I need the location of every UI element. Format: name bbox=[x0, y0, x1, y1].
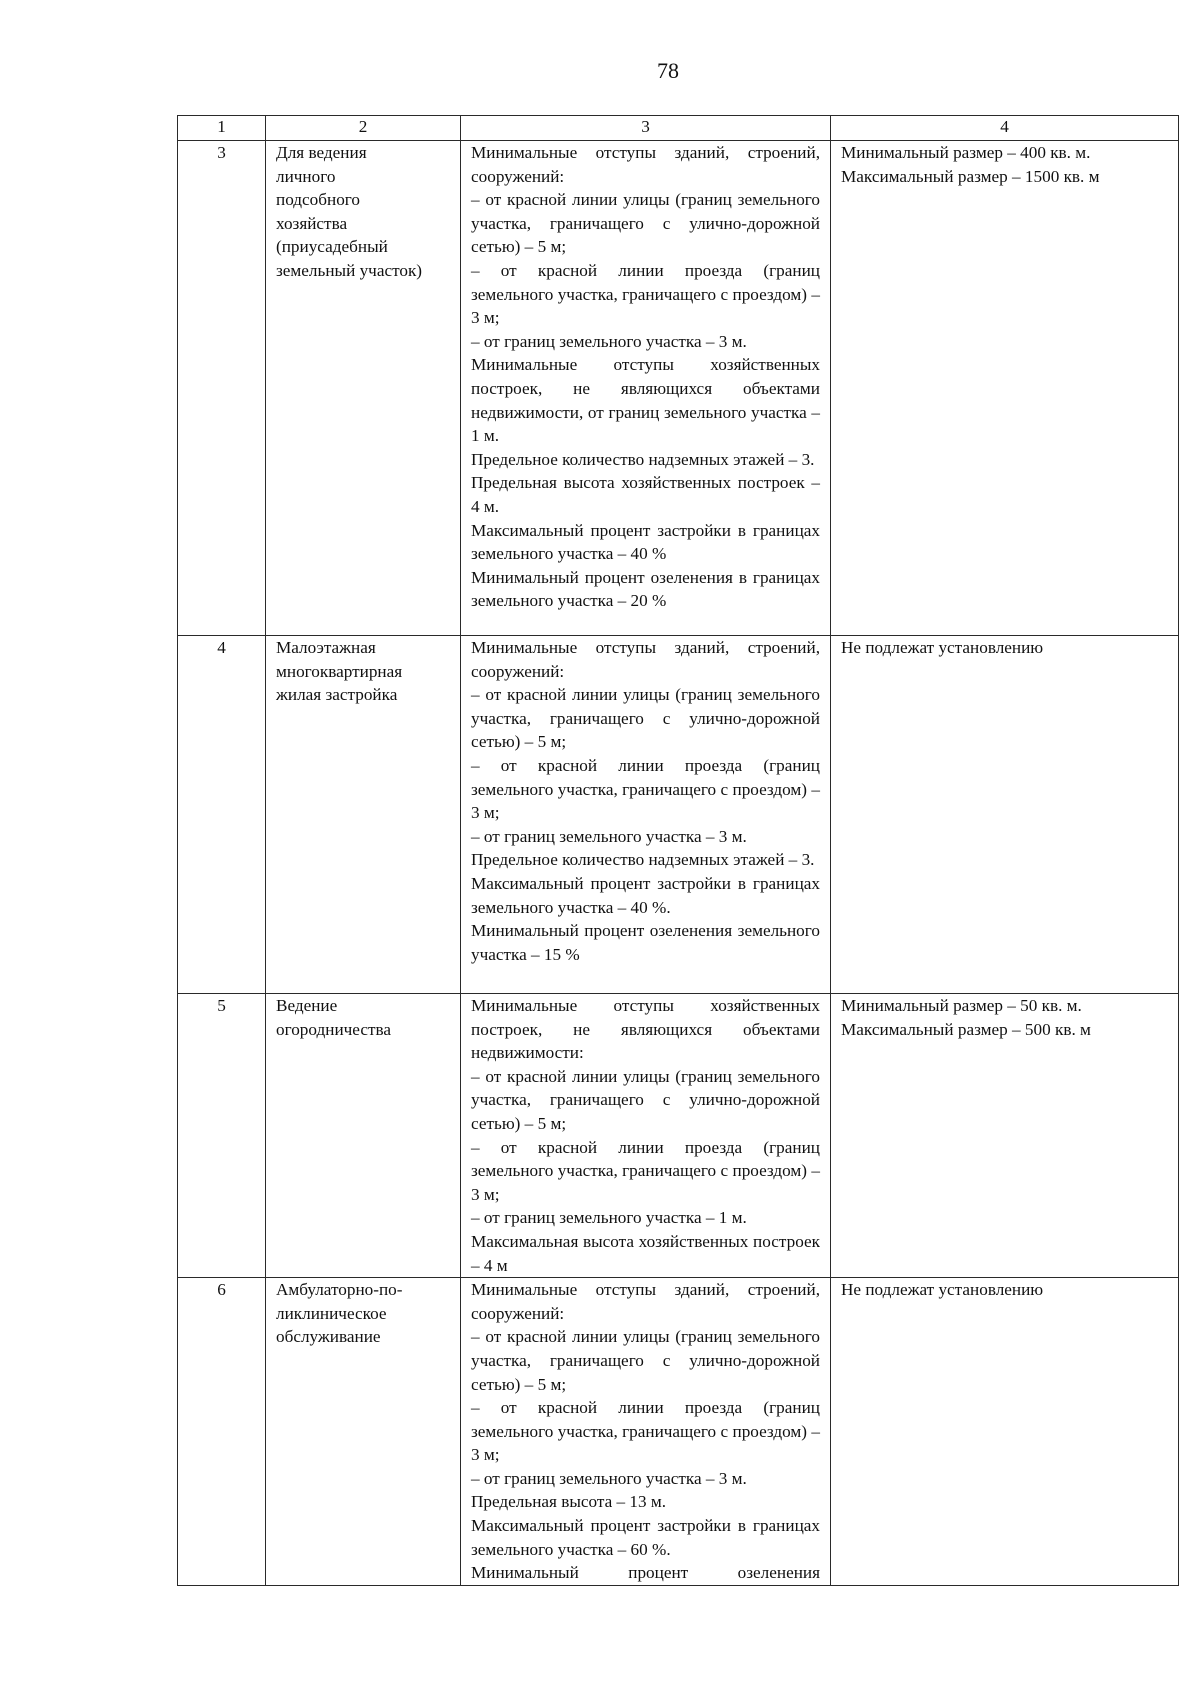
column-header: 4 bbox=[831, 116, 1179, 141]
regulations-table bbox=[177, 115, 1179, 1586]
plot-size-item: Не подлежат установлению bbox=[841, 1280, 1044, 1300]
table-row bbox=[178, 636, 1179, 994]
building-parameters bbox=[461, 141, 831, 636]
table-row bbox=[178, 1278, 1179, 1586]
plot-size-item: Максимальный размер – 500 кв. м bbox=[841, 1019, 1091, 1039]
plot-size-item: Максимальный размер – 1500 кв. м bbox=[841, 166, 1100, 186]
building-parameters bbox=[461, 994, 831, 1278]
plot-size-limits bbox=[831, 636, 1179, 994]
land-use-type bbox=[266, 141, 461, 636]
column-header: 2 bbox=[266, 116, 461, 141]
building-parameters bbox=[461, 1278, 831, 1586]
parameter-item: – от границ земельного участка – 3 м. bbox=[471, 826, 747, 846]
parameter-item: Предельное количество надземных этажей – 3. bbox=[471, 850, 815, 870]
parameter-item: Минимальные отступы зданий, строений, сооружений: bbox=[471, 638, 820, 681]
parameter-item: Максимальный процент застройки в границах земельного участка – 60 %. bbox=[471, 1516, 820, 1559]
parameter-item: – от красной линии проезда (границ земельного участка, граничащего с проездом) – 3 м; bbox=[471, 1398, 820, 1465]
parameter-item: Минимальные отступы хозяйственных построек, не являющихся объектами недвижимости: bbox=[471, 996, 820, 1063]
parameter-item: Максимальная высота хозяйственных построек – 4 м bbox=[471, 1231, 820, 1275]
table-row bbox=[178, 141, 1179, 636]
plot-size-limits bbox=[831, 1278, 1179, 1586]
plot-size-item: Не подлежат установлению bbox=[841, 638, 1044, 657]
column-header: 1 bbox=[178, 116, 266, 141]
parameter-item: Минимальный процент озеленения в границах земельного участка – 20 % bbox=[471, 567, 820, 611]
parameter-item: – от красной линии улицы (границ земельного участка, граничащего с улично-дорожной сетью) – 5 м; bbox=[471, 685, 820, 752]
parameter-item: Минимальные отступы зданий, строений, сооружений: bbox=[471, 1280, 820, 1323]
land-use-type-line: многоквартирная bbox=[276, 661, 403, 681]
parameter-item: Предельная высота хозяйственных построек – 4 м. bbox=[471, 473, 820, 516]
row-number: 4 bbox=[178, 636, 266, 994]
plot-size-item: Минимальный размер – 400 кв. м. bbox=[841, 143, 1091, 162]
land-use-type-line: подсобного bbox=[276, 190, 361, 210]
land-use-type-line: хозяйства bbox=[276, 213, 348, 233]
land-use-type bbox=[266, 1278, 461, 1586]
parameter-item: Минимальные отступы зданий, строений, сооружений: bbox=[471, 143, 820, 186]
land-use-type-line: Амбулаторно-по- bbox=[276, 1280, 403, 1300]
plot-size-limits bbox=[831, 141, 1179, 636]
parameter-item: – от красной линии проезда (границ земельного участка, граничащего с проездом) – 3 м; bbox=[471, 755, 820, 823]
parameter-item: Минимальный процент озеленения bbox=[471, 1563, 820, 1583]
land-use-type-line: огородничества bbox=[276, 1019, 391, 1039]
land-use-type-line: (приусадебный bbox=[276, 237, 388, 257]
parameter-item: Минимальный процент озеленения земельного участка – 15 % bbox=[471, 921, 820, 964]
row-number: 6 bbox=[178, 1278, 266, 1586]
land-use-type-line: земельный участок) bbox=[276, 260, 423, 280]
plot-size-item: Минимальный размер – 50 кв. м. bbox=[841, 996, 1082, 1015]
land-use-type-line: Ведение bbox=[276, 996, 338, 1015]
parameter-item: – от красной линии улицы (границ земельного участка, граничащего с улично-дорожной сетью) – 5 м; bbox=[471, 1327, 820, 1394]
parameter-item: – от границ земельного участка – 3 м. bbox=[471, 331, 747, 351]
land-use-type-line: ликлиническое bbox=[276, 1303, 387, 1323]
parameter-item: – от красной линии улицы (границ земельного участка, граничащего с улично-дорожной сетью) – 5 м; bbox=[471, 190, 820, 257]
parameter-item: – от красной линии улицы (границ земельного участка, граничащего с улично-дорожной сетью) – 5 м; bbox=[471, 1066, 820, 1133]
parameter-item: Предельная высота – 13 м. bbox=[471, 1492, 667, 1512]
parameter-item: Максимальный процент застройки в границах земельного участка – 40 %. bbox=[471, 873, 820, 917]
land-use-type-line: жилая застройка bbox=[276, 685, 398, 705]
parameter-item: Минимальные отступы хозяйственных построек, не являющихся объектами недвижимости, от границ земельного участка – 1 м. bbox=[471, 355, 820, 446]
table-row bbox=[178, 994, 1179, 1278]
land-use-type-line: Для ведения bbox=[276, 143, 367, 162]
land-use-type-line: личного bbox=[276, 166, 336, 186]
land-use-type-line: Малоэтажная bbox=[276, 638, 376, 657]
row-number: 3 bbox=[178, 141, 266, 636]
parameter-item: – от границ земельного участка – 1 м. bbox=[471, 1208, 747, 1228]
parameter-item: Предельное количество надземных этажей – 3. bbox=[471, 449, 815, 469]
page-number: 78 bbox=[657, 58, 679, 83]
land-use-type-line: обслуживание bbox=[276, 1327, 381, 1347]
table-header-row bbox=[178, 116, 1179, 141]
row-number: 5 bbox=[178, 994, 266, 1278]
land-use-type bbox=[266, 994, 461, 1278]
parameter-item: Максимальный процент застройки в границах земельного участка – 40 % bbox=[471, 520, 820, 564]
parameter-item: – от красной линии проезда (границ земельного участка, граничащего с проездом) – 3 м; bbox=[471, 1137, 820, 1204]
plot-size-limits bbox=[831, 994, 1179, 1278]
land-use-type bbox=[266, 636, 461, 994]
parameter-item: – от красной линии проезда (границ земельного участка, граничащего с проездом) – 3 м; bbox=[471, 260, 820, 328]
parameter-item: – от границ земельного участка – 3 м. bbox=[471, 1468, 747, 1488]
building-parameters bbox=[461, 636, 831, 994]
column-header: 3 bbox=[461, 116, 831, 141]
